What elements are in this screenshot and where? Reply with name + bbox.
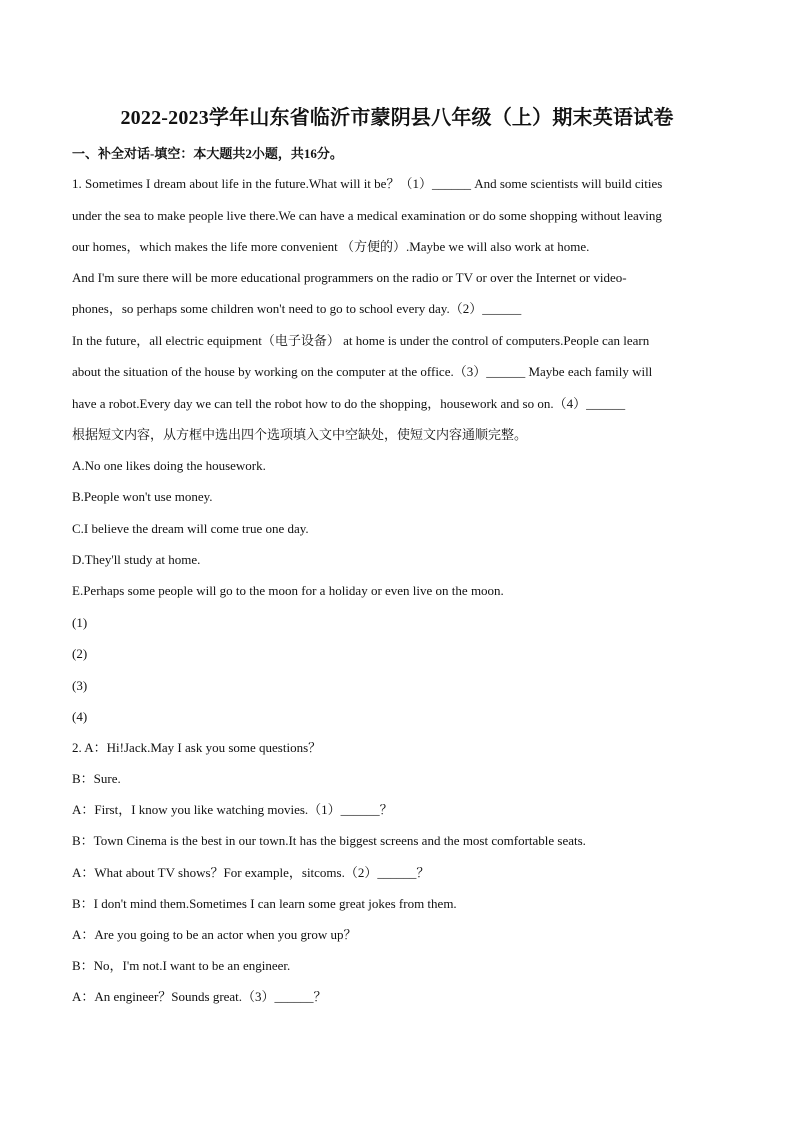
q1-passage-line: have a robot.Every day we can tell the robot how to do the shopping，housework and so on.（4）______ <box>72 396 626 411</box>
answer-slot-4: (4) <box>72 709 88 724</box>
exam-title: 2022-2023学年山东省临沂市蒙阴县八年级（上）期末英语试卷 <box>120 107 674 129</box>
option-c: C.I believe the dream will come true one day. <box>72 521 309 536</box>
q2-dialogue-line: B：Town Cinema is the best in our town.It has the biggest screens and the most comfortable seats. <box>72 833 586 848</box>
answer-slot-2: (2) <box>72 646 88 661</box>
q2-dialogue-line: A：First，I know you like watching movies.（1）______？ <box>72 802 393 817</box>
q2-dialogue-line: A：What about TV shows？For example，sitcoms.（2）______？ <box>72 865 430 880</box>
q1-passage-line: 1. Sometimes I dream about life in the future.What will it be？（1）______ And some scientists will build cities <box>72 176 663 191</box>
answer-slot-3: (3) <box>72 678 88 693</box>
q1-passage-line: under the sea to make people live there.We can have a medical examination or do some shopping without leaving <box>72 208 662 223</box>
option-e: E.Perhaps some people will go to the moon for a holiday or even live on the moon. <box>72 583 504 598</box>
section-heading: 一、补全对话-填空：本大题共2小题，共16分。 <box>72 146 343 161</box>
option-a: A.No one likes doing the housework. <box>72 458 266 473</box>
q2-dialogue-line: B：No，I'm not.I want to be an engineer. <box>72 958 291 973</box>
q2-dialogue-line: B：I don't mind them.Sometimes I can learn some great jokes from them. <box>72 896 457 911</box>
q1-passage-line: And I'm sure there will be more educational programmers on the radio or TV or over the Internet or video- <box>72 270 627 285</box>
answer-slot-1: (1) <box>72 615 88 630</box>
option-b: B.People won't use money. <box>72 489 213 504</box>
q2-dialogue-line: 2. A：Hi!Jack.May I ask you some questions？ <box>72 740 322 755</box>
q2-dialogue-line: B：Sure. <box>72 771 121 786</box>
q2-dialogue-line: A：Are you going to be an actor when you grow up？ <box>72 927 357 942</box>
q1-passage-line: In the future，all electric equipment（电子设备） at home is under the control of computers.People can learn <box>72 333 650 348</box>
q1-instruction: 根据短文内容，从方框中选出四个选项填入文中空缺处，使短文内容通顺完整。 <box>72 427 528 442</box>
q1-passage-line: about the situation of the house by working on the computer at the office.（3）______ Maybe each family will <box>72 364 653 379</box>
q2-dialogue-line: A：An engineer？Sounds great.（3）______？ <box>72 989 327 1004</box>
q1-passage-line: our homes，which makes the life more convenient （方便的）.Maybe we will also work at home. <box>72 239 590 254</box>
q1-passage-line: phones，so perhaps some children won't need to go to school every day.（2）______ <box>72 301 522 316</box>
option-d: D.They'll study at home. <box>72 552 201 567</box>
